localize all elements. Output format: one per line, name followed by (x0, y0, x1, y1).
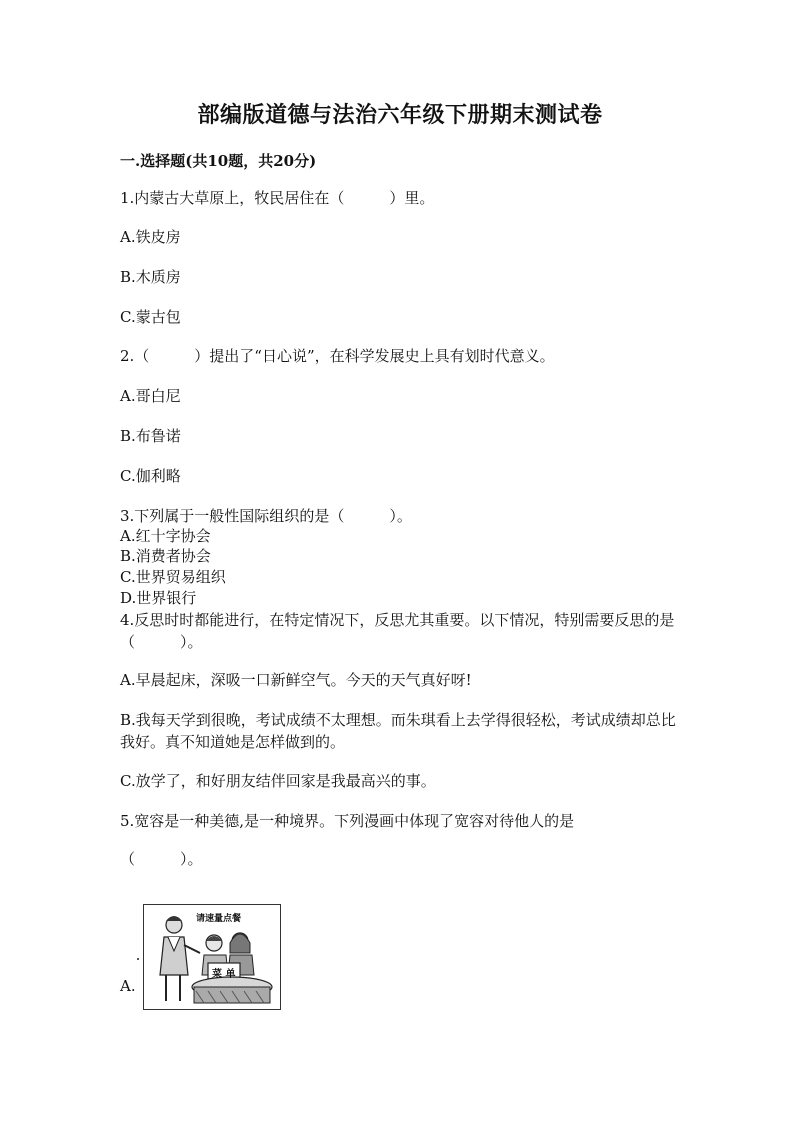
question-1-option-c: C.蒙古包 (120, 308, 181, 326)
question-1-option-b: B.木质房 (120, 268, 181, 286)
question-3-option-b: B.消费者协会 (120, 547, 211, 565)
question-5-stem-continued: （ ）。 (120, 850, 203, 868)
cartoon-menu-label: 菜 单 (212, 969, 236, 980)
cartoon-drawing (144, 905, 280, 1009)
question-2-option-c: C.伽利略 (120, 467, 181, 485)
question-1-option-a: A.铁皮房 (120, 228, 181, 246)
question-4-stem: 4.反思时时都能进行，在特定情况下，反思尤其重要。以下情况，特别需要反思的是（ ）。 (120, 611, 675, 651)
question-5-cartoon-image (143, 904, 281, 1010)
page-title: 部编版道德与法治六年级下册期末测试卷 (197, 102, 603, 128)
question-3-stem: 3.下列属于一般性国际组织的是（ ）。 (120, 507, 412, 525)
question-4-option-a: A.早晨起床，深吸一口新鲜空气。今天的天气真好呀! (120, 671, 472, 689)
section-heading: 一.选择题(共10题，共20分) (120, 152, 317, 170)
question-1-stem: 1.内蒙古大草原上，牧民居住在（ ）里。 (120, 189, 435, 207)
question-2-option-b: B.布鲁诺 (120, 427, 181, 445)
question-3-option-a: A.红十字协会 (120, 527, 211, 545)
question-5-option-a: A. (120, 977, 136, 995)
stray-mark (137, 958, 139, 960)
question-4-option-b: B.我每天学到很晚，考试成绩不太理想。而朱琪看上去学得很轻松，考试成绩却总比我好。真不知道她是怎样做到的。 (120, 711, 676, 751)
question-2-stem: 2.（ ）提出了“日心说”，在科学发展史上具有划时代意义。 (120, 347, 555, 365)
question-5-stem: 5.宽容是一种美德,是一种境界。下列漫画中体现了宽容对待他人的是 (120, 812, 575, 830)
question-4-option-c: C.放学了，和好朋友结伴回家是我最高兴的事。 (120, 772, 436, 790)
question-2-option-a: A.哥白尼 (120, 387, 181, 405)
question-3-option-d: D.世界银行 (120, 589, 197, 607)
cartoon-caption: 请速量点餐 (196, 914, 242, 924)
question-3-option-c: C.世界贸易组织 (120, 568, 226, 586)
